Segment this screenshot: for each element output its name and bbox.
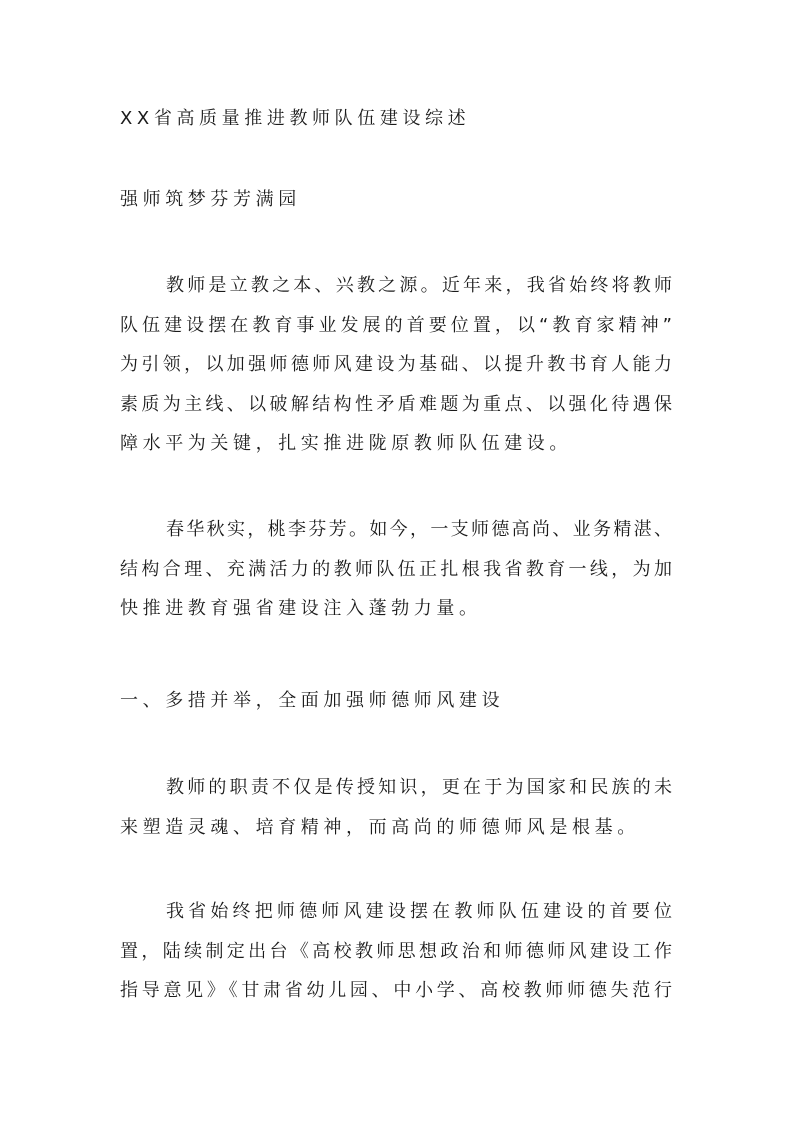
paragraph-3: 教师的职责不仅是传授知识，更在于为国家和民族的未 来塑造灵魂、培育精神，而高尚的师德师风是根基。: [120, 777, 672, 838]
document-subtitle: 强师筑梦芬芳满园: [120, 189, 301, 210]
section-heading: 一、多措并举，全面加强师德师风建设: [120, 690, 505, 711]
document-title: XX省高质量推进教师队伍建设综述: [120, 108, 471, 129]
paragraph-4: 我省始终把师德师风建设摆在教师队伍建设的首要位 置，陆续制定出台《高校教师思想政治和师德师风建设工作 指导意见》《甘肃省幼儿园、中小学、高校教师师德失范行: [120, 901, 672, 1001]
paragraph-2: 春华秋实，桃李芬芳。如今，一支师德高尚、业务精湛、 结构合理、充满活力的教师队伍正扎根我省教育一线，为加 快推进教育强省建设注入蓬勃力量。: [120, 519, 672, 619]
paragraph-1: 教师是立教之本、兴教之源。近年来，我省始终将教师 队伍建设摆在教育事业发展的首要位置，以“教育家精神” 为引领，以加强师德师风建设为基础、以提升教书育人能力 素质为主线、以破解结构性矛盾难题为重点、以强化待遇保 障水平为关键，扎实推进陇原教师队伍建设。: [120, 275, 672, 454]
